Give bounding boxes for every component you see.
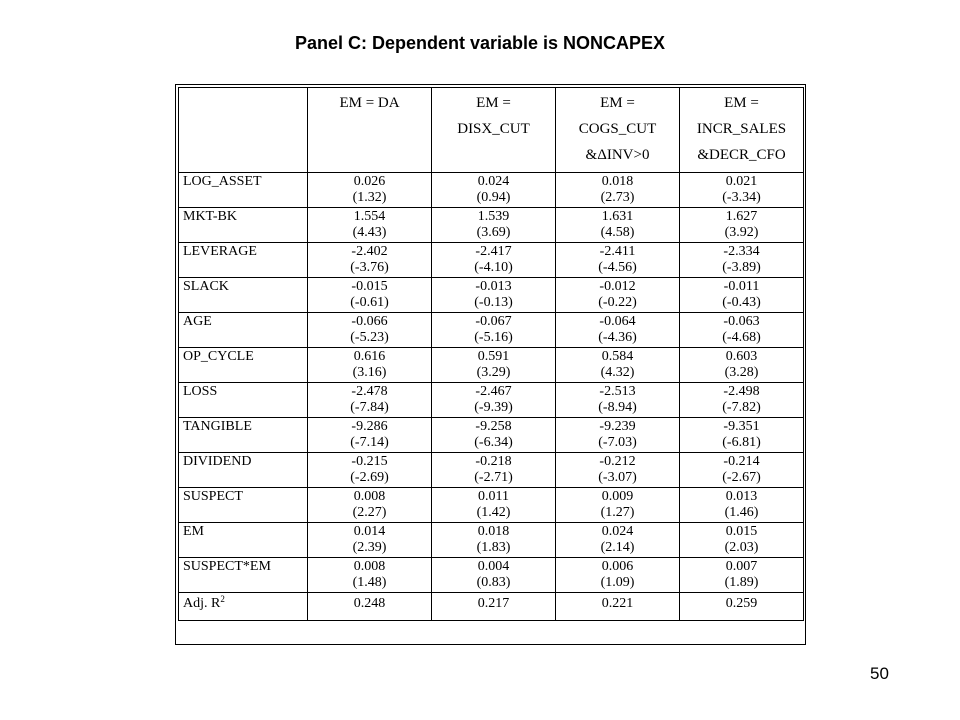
adj-r2-value: 0.259: [680, 593, 804, 621]
coefficient-value: -2.417: [475, 244, 512, 259]
data-cell: [556, 313, 680, 348]
regression-table: [178, 87, 804, 621]
t-statistic-value: (0.94): [476, 190, 511, 205]
data-cell: [556, 453, 680, 488]
coefficient-value: 0.009: [601, 489, 634, 504]
t-statistic-value: (-4.56): [598, 260, 637, 275]
t-statistic-value: (-8.94): [598, 400, 637, 415]
data-cell: [556, 173, 680, 208]
variable-label: TANGIBLE: [179, 418, 308, 453]
t-statistic-value: (-6.34): [474, 435, 513, 450]
data-cell: [680, 208, 804, 243]
column-header-line: &DECR_CFO: [697, 147, 786, 163]
table-row: [179, 488, 804, 523]
column-header-line: EM =: [600, 95, 635, 111]
t-statistic-value: (3.16): [352, 365, 387, 380]
table-row: [179, 173, 804, 208]
data-cell: [432, 453, 556, 488]
coefficient-value: 1.539: [477, 209, 510, 224]
t-statistic-value: (-7.84): [350, 400, 389, 415]
t-statistic-value: (1.46): [724, 505, 759, 520]
coefficient-value: 0.591: [477, 349, 510, 364]
adj-r2-superscript: 2: [220, 594, 225, 604]
data-cell: [680, 488, 804, 523]
coefficient-value: 0.024: [477, 174, 510, 189]
coefficient-value: -2.467: [475, 384, 512, 399]
table-row: [179, 313, 804, 348]
adj-r2-label: [179, 593, 308, 621]
column-header-line: EM = DA: [339, 95, 400, 111]
t-statistic-value: (-0.61): [350, 295, 389, 310]
data-cell: [556, 523, 680, 558]
data-cell: [432, 278, 556, 313]
data-cell: [308, 348, 432, 383]
data-cell: [680, 173, 804, 208]
data-cell: [308, 278, 432, 313]
coefficient-value: -2.498: [723, 384, 760, 399]
adj-r2-row: [179, 593, 804, 621]
t-statistic-value: (-7.14): [350, 435, 389, 450]
coefficient-value: 0.011: [478, 489, 509, 504]
coefficient-value: -0.215: [351, 454, 388, 469]
data-cell: [308, 208, 432, 243]
data-cell: [432, 243, 556, 278]
t-statistic-value: (-4.68): [722, 330, 761, 345]
table-body: [179, 173, 804, 621]
data-cell: [556, 383, 680, 418]
coefficient-value: 0.018: [477, 524, 510, 539]
coefficient-value: 1.631: [601, 209, 634, 224]
variable-label: DIVIDEND: [179, 453, 308, 488]
t-statistic-value: (1.32): [352, 190, 387, 205]
table-row: [179, 208, 804, 243]
coefficient-value: -2.513: [599, 384, 636, 399]
data-cell: [432, 208, 556, 243]
column-header-line: &ΔINV>0: [585, 147, 650, 163]
t-statistic-value: (1.89): [724, 575, 759, 590]
t-statistic-value: (-0.22): [598, 295, 637, 310]
t-statistic-value: (4.43): [352, 225, 387, 240]
data-cell: [680, 418, 804, 453]
t-statistic-value: (-3.76): [350, 260, 389, 275]
coefficient-value: -2.402: [351, 244, 388, 259]
t-statistic-value: (3.29): [476, 365, 511, 380]
t-statistic-value: (1.42): [476, 505, 511, 520]
coefficient-value: 0.616: [353, 349, 386, 364]
page-number: 50: [870, 664, 889, 683]
coefficient-value: 0.026: [353, 174, 386, 189]
coefficient-value: 0.015: [725, 524, 758, 539]
coefficient-value: -0.066: [351, 314, 388, 329]
table-row: [179, 453, 804, 488]
adj-r2-value: 0.217: [432, 593, 556, 621]
coefficient-value: 0.021: [725, 174, 758, 189]
regression-table-frame: [175, 84, 806, 645]
coefficient-value: -0.218: [475, 454, 512, 469]
data-cell: [432, 313, 556, 348]
column-header: [432, 88, 556, 173]
coefficient-value: 0.007: [725, 559, 758, 574]
corner-cell: [179, 88, 308, 173]
coefficient-value: -2.478: [351, 384, 388, 399]
variable-label: OP_CYCLE: [179, 348, 308, 383]
data-cell: [308, 523, 432, 558]
variable-label: SLACK: [179, 278, 308, 313]
table-row: [179, 348, 804, 383]
data-cell: [432, 558, 556, 593]
data-cell: [432, 488, 556, 523]
data-cell: [308, 488, 432, 523]
adj-r2-label-text: Adj. R: [183, 596, 221, 611]
data-cell: [680, 278, 804, 313]
coefficient-value: 0.008: [353, 559, 386, 574]
column-header-line: EM =: [724, 95, 759, 111]
table-row: [179, 523, 804, 558]
data-cell: [680, 383, 804, 418]
t-statistic-value: (2.14): [600, 540, 635, 555]
table-row: [179, 383, 804, 418]
table-row: [179, 278, 804, 313]
t-statistic-value: (1.48): [352, 575, 387, 590]
coefficient-value: 1.554: [353, 209, 386, 224]
coefficient-value: 0.014: [353, 524, 386, 539]
data-cell: [432, 418, 556, 453]
coefficient-value: -0.012: [599, 279, 636, 294]
t-statistic-value: (3.69): [476, 225, 511, 240]
coefficient-value: -0.063: [723, 314, 760, 329]
t-statistic-value: (4.32): [600, 365, 635, 380]
data-cell: [556, 243, 680, 278]
column-header: [556, 88, 680, 173]
data-cell: [680, 243, 804, 278]
data-cell: [556, 418, 680, 453]
t-statistic-value: (3.92): [724, 225, 759, 240]
t-statistic-value: (2.03): [724, 540, 759, 555]
coefficient-value: 0.008: [353, 489, 386, 504]
t-statistic-value: (0.83): [476, 575, 511, 590]
data-cell: [680, 453, 804, 488]
table-row: [179, 558, 804, 593]
coefficient-value: 0.024: [601, 524, 634, 539]
coefficient-value: -9.286: [351, 419, 388, 434]
data-cell: [308, 418, 432, 453]
data-cell: [432, 383, 556, 418]
data-cell: [308, 383, 432, 418]
coefficient-value: -9.258: [475, 419, 512, 434]
t-statistic-value: (-3.89): [722, 260, 761, 275]
t-statistic-value: (1.27): [600, 505, 635, 520]
t-statistic-value: (1.09): [600, 575, 635, 590]
variable-label: SUSPECT*EM: [179, 558, 308, 593]
variable-label: SUSPECT: [179, 488, 308, 523]
data-cell: [432, 523, 556, 558]
t-statistic-value: (2.27): [352, 505, 387, 520]
variable-label: LOSS: [179, 383, 308, 418]
data-cell: [308, 313, 432, 348]
data-cell: [556, 558, 680, 593]
table-header-row: [179, 88, 804, 173]
variable-label: LEVERAGE: [179, 243, 308, 278]
t-statistic-value: (-2.71): [474, 470, 513, 485]
t-statistic-value: (-5.23): [350, 330, 389, 345]
coefficient-value: -0.064: [599, 314, 636, 329]
t-statistic-value: (2.39): [352, 540, 387, 555]
t-statistic-value: (3.28): [724, 365, 759, 380]
t-statistic-value: (-6.81): [722, 435, 761, 450]
table-row: [179, 243, 804, 278]
data-cell: [432, 173, 556, 208]
coefficient-value: -2.334: [723, 244, 760, 259]
data-cell: [556, 208, 680, 243]
t-statistic-value: (4.58): [600, 225, 635, 240]
data-cell: [308, 173, 432, 208]
t-statistic-value: (-7.82): [722, 400, 761, 415]
data-cell: [308, 453, 432, 488]
column-header-line: COGS_CUT: [578, 121, 657, 137]
t-statistic-value: (-5.16): [474, 330, 513, 345]
variable-label: EM: [179, 523, 308, 558]
data-cell: [680, 313, 804, 348]
coefficient-value: 0.584: [601, 349, 634, 364]
data-cell: [432, 348, 556, 383]
t-statistic-value: (-2.69): [350, 470, 389, 485]
variable-label: LOG_ASSET: [179, 173, 308, 208]
t-statistic-value: (-2.67): [722, 470, 761, 485]
coefficient-value: 0.603: [725, 349, 758, 364]
coefficient-value: 1.627: [725, 209, 758, 224]
coefficient-value: 0.013: [725, 489, 758, 504]
coefficient-value: -0.011: [723, 279, 760, 294]
variable-label: AGE: [179, 313, 308, 348]
column-header-line: INCR_SALES: [696, 121, 787, 137]
t-statistic-value: (-0.13): [474, 295, 513, 310]
coefficient-value: -0.067: [475, 314, 512, 329]
coefficient-value: -0.214: [723, 454, 760, 469]
coefficient-value: -2.411: [599, 244, 636, 259]
coefficient-value: -0.013: [475, 279, 512, 294]
coefficient-value: 0.004: [477, 559, 510, 574]
t-statistic-value: (-4.36): [598, 330, 637, 345]
table-row: [179, 418, 804, 453]
t-statistic-value: (-7.03): [598, 435, 637, 450]
panel-title: Panel C: Dependent variable is NONCAPEX: [294, 33, 666, 53]
adj-r2-value: 0.248: [308, 593, 432, 621]
coefficient-value: 0.006: [601, 559, 634, 574]
coefficient-value: -0.212: [599, 454, 636, 469]
t-statistic-value: (-3.07): [598, 470, 637, 485]
coefficient-value: 0.018: [601, 174, 634, 189]
t-statistic-value: (-0.43): [722, 295, 761, 310]
data-cell: [556, 488, 680, 523]
data-cell: [556, 278, 680, 313]
column-header-line: EM =: [476, 95, 511, 111]
t-statistic-value: (1.83): [476, 540, 511, 555]
t-statistic-value: (-4.10): [474, 260, 513, 275]
column-header: [680, 88, 804, 173]
data-cell: [308, 558, 432, 593]
coefficient-value: -9.351: [723, 419, 760, 434]
coefficient-value: -0.015: [351, 279, 388, 294]
data-cell: [680, 348, 804, 383]
t-statistic-value: (-9.39): [474, 400, 513, 415]
column-header: [308, 88, 432, 173]
coefficient-value: -9.239: [599, 419, 636, 434]
data-cell: [680, 558, 804, 593]
data-cell: [308, 243, 432, 278]
data-cell: [680, 523, 804, 558]
t-statistic-value: (-3.34): [722, 190, 761, 205]
data-cell: [556, 348, 680, 383]
t-statistic-value: (2.73): [600, 190, 635, 205]
adj-r2-value: 0.221: [556, 593, 680, 621]
variable-label: MKT-BK: [179, 208, 308, 243]
column-header-line: DISX_CUT: [457, 121, 530, 137]
